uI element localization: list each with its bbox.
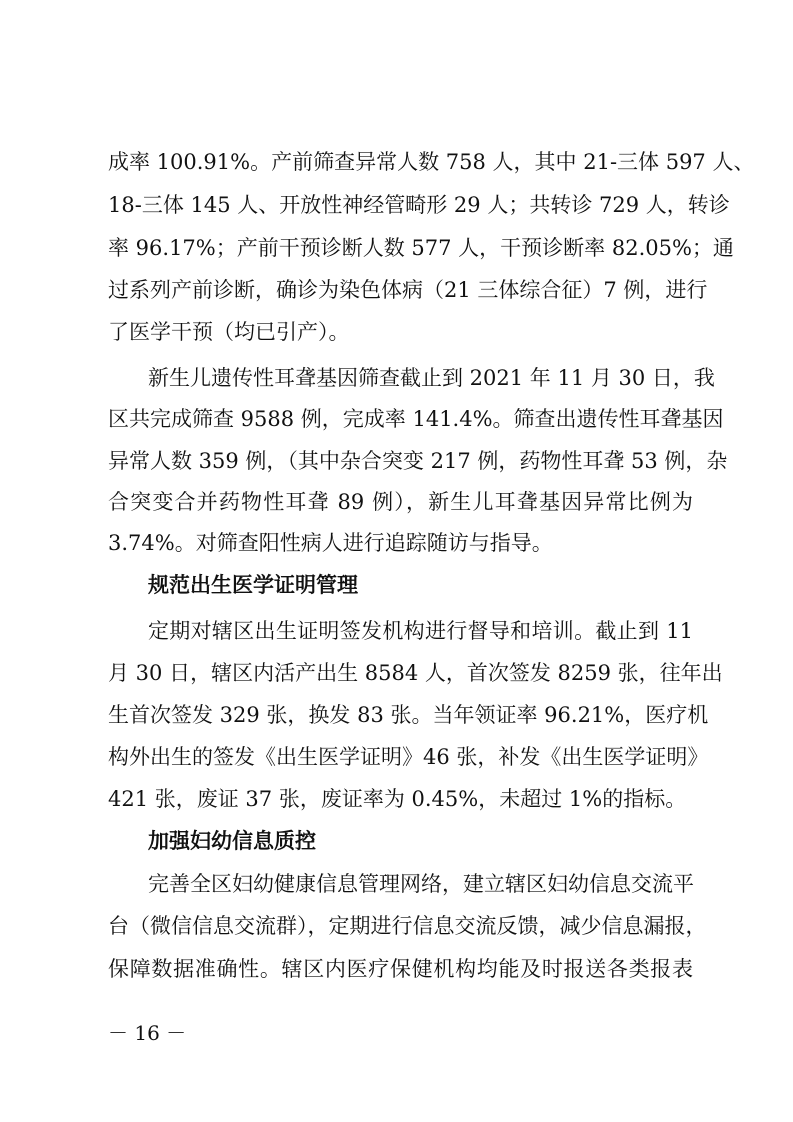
text-line: 构外出生的签发《出生医学证明》46 张，补发《出生医学证明》: [108, 745, 709, 769]
text-line: 3.74%。对筛查阳性病人进行追踪随访与指导。: [108, 531, 553, 555]
text-line: 月 30 日，辖区内活产出生 8584 人，首次签发 8259 张，往年出: [108, 661, 723, 685]
text-line: 过系列产前诊断，确诊为染色体病（21 三体综合征）7 例，进行: [108, 278, 708, 302]
text-line: 异常人数 359 例，（其中杂合突变 217 例，药物性耳聋 53 例，杂: [108, 449, 728, 473]
text-line: 了医学干预（均已引产）。: [108, 320, 350, 344]
section-heading: 加强妇幼信息质控: [148, 829, 316, 853]
section-heading: 规范出生医学证明管理: [148, 573, 358, 597]
text-line: 完善全区妇幼健康信息管理网络，建立辖区妇幼信息交流平: [148, 872, 694, 896]
text-line: 合突变合并药物性耳聋 89 例），新生儿耳聋基因异常比例为: [108, 490, 693, 514]
text-line: 区共完成筛查 9588 例，完成率 141.4%。筛查出遗传性耳聋基因: [108, 407, 724, 431]
text-line: 台（微信信息交流群），定期进行信息交流反馈，减少信息漏报，: [108, 914, 707, 938]
page-number: － 16 －: [108, 1021, 187, 1045]
text-line: 率 96.17%；产前干预诊断人数 577 人，干预诊断率 82.05%；通: [108, 236, 734, 260]
text-line: 成率 100.91%。产前筛查异常人数 758 人，其中 21-三体 597 人、: [108, 150, 755, 174]
text-line: 421 张，废证 37 张，废证率为 0.45%，未超过 1%的指标。: [108, 787, 687, 811]
text-line: 定期对辖区出生证明签发机构进行督导和培训。截止到 11: [148, 619, 693, 643]
text-line: 保障数据准确性。辖区内医疗保健机构均能及时报送各类报表: [108, 957, 693, 981]
text-line: 18-三体 145 人、开放性神经管畸形 29 人；共转诊 729 人，转诊: [108, 193, 730, 217]
text-line: 新生儿遗传性耳聋基因筛查截止到 2021 年 11 月 30 日，我: [148, 366, 715, 390]
text-line: 生首次签发 329 张，换发 83 张。当年领证率 96.21%，医疗机: [108, 703, 709, 727]
